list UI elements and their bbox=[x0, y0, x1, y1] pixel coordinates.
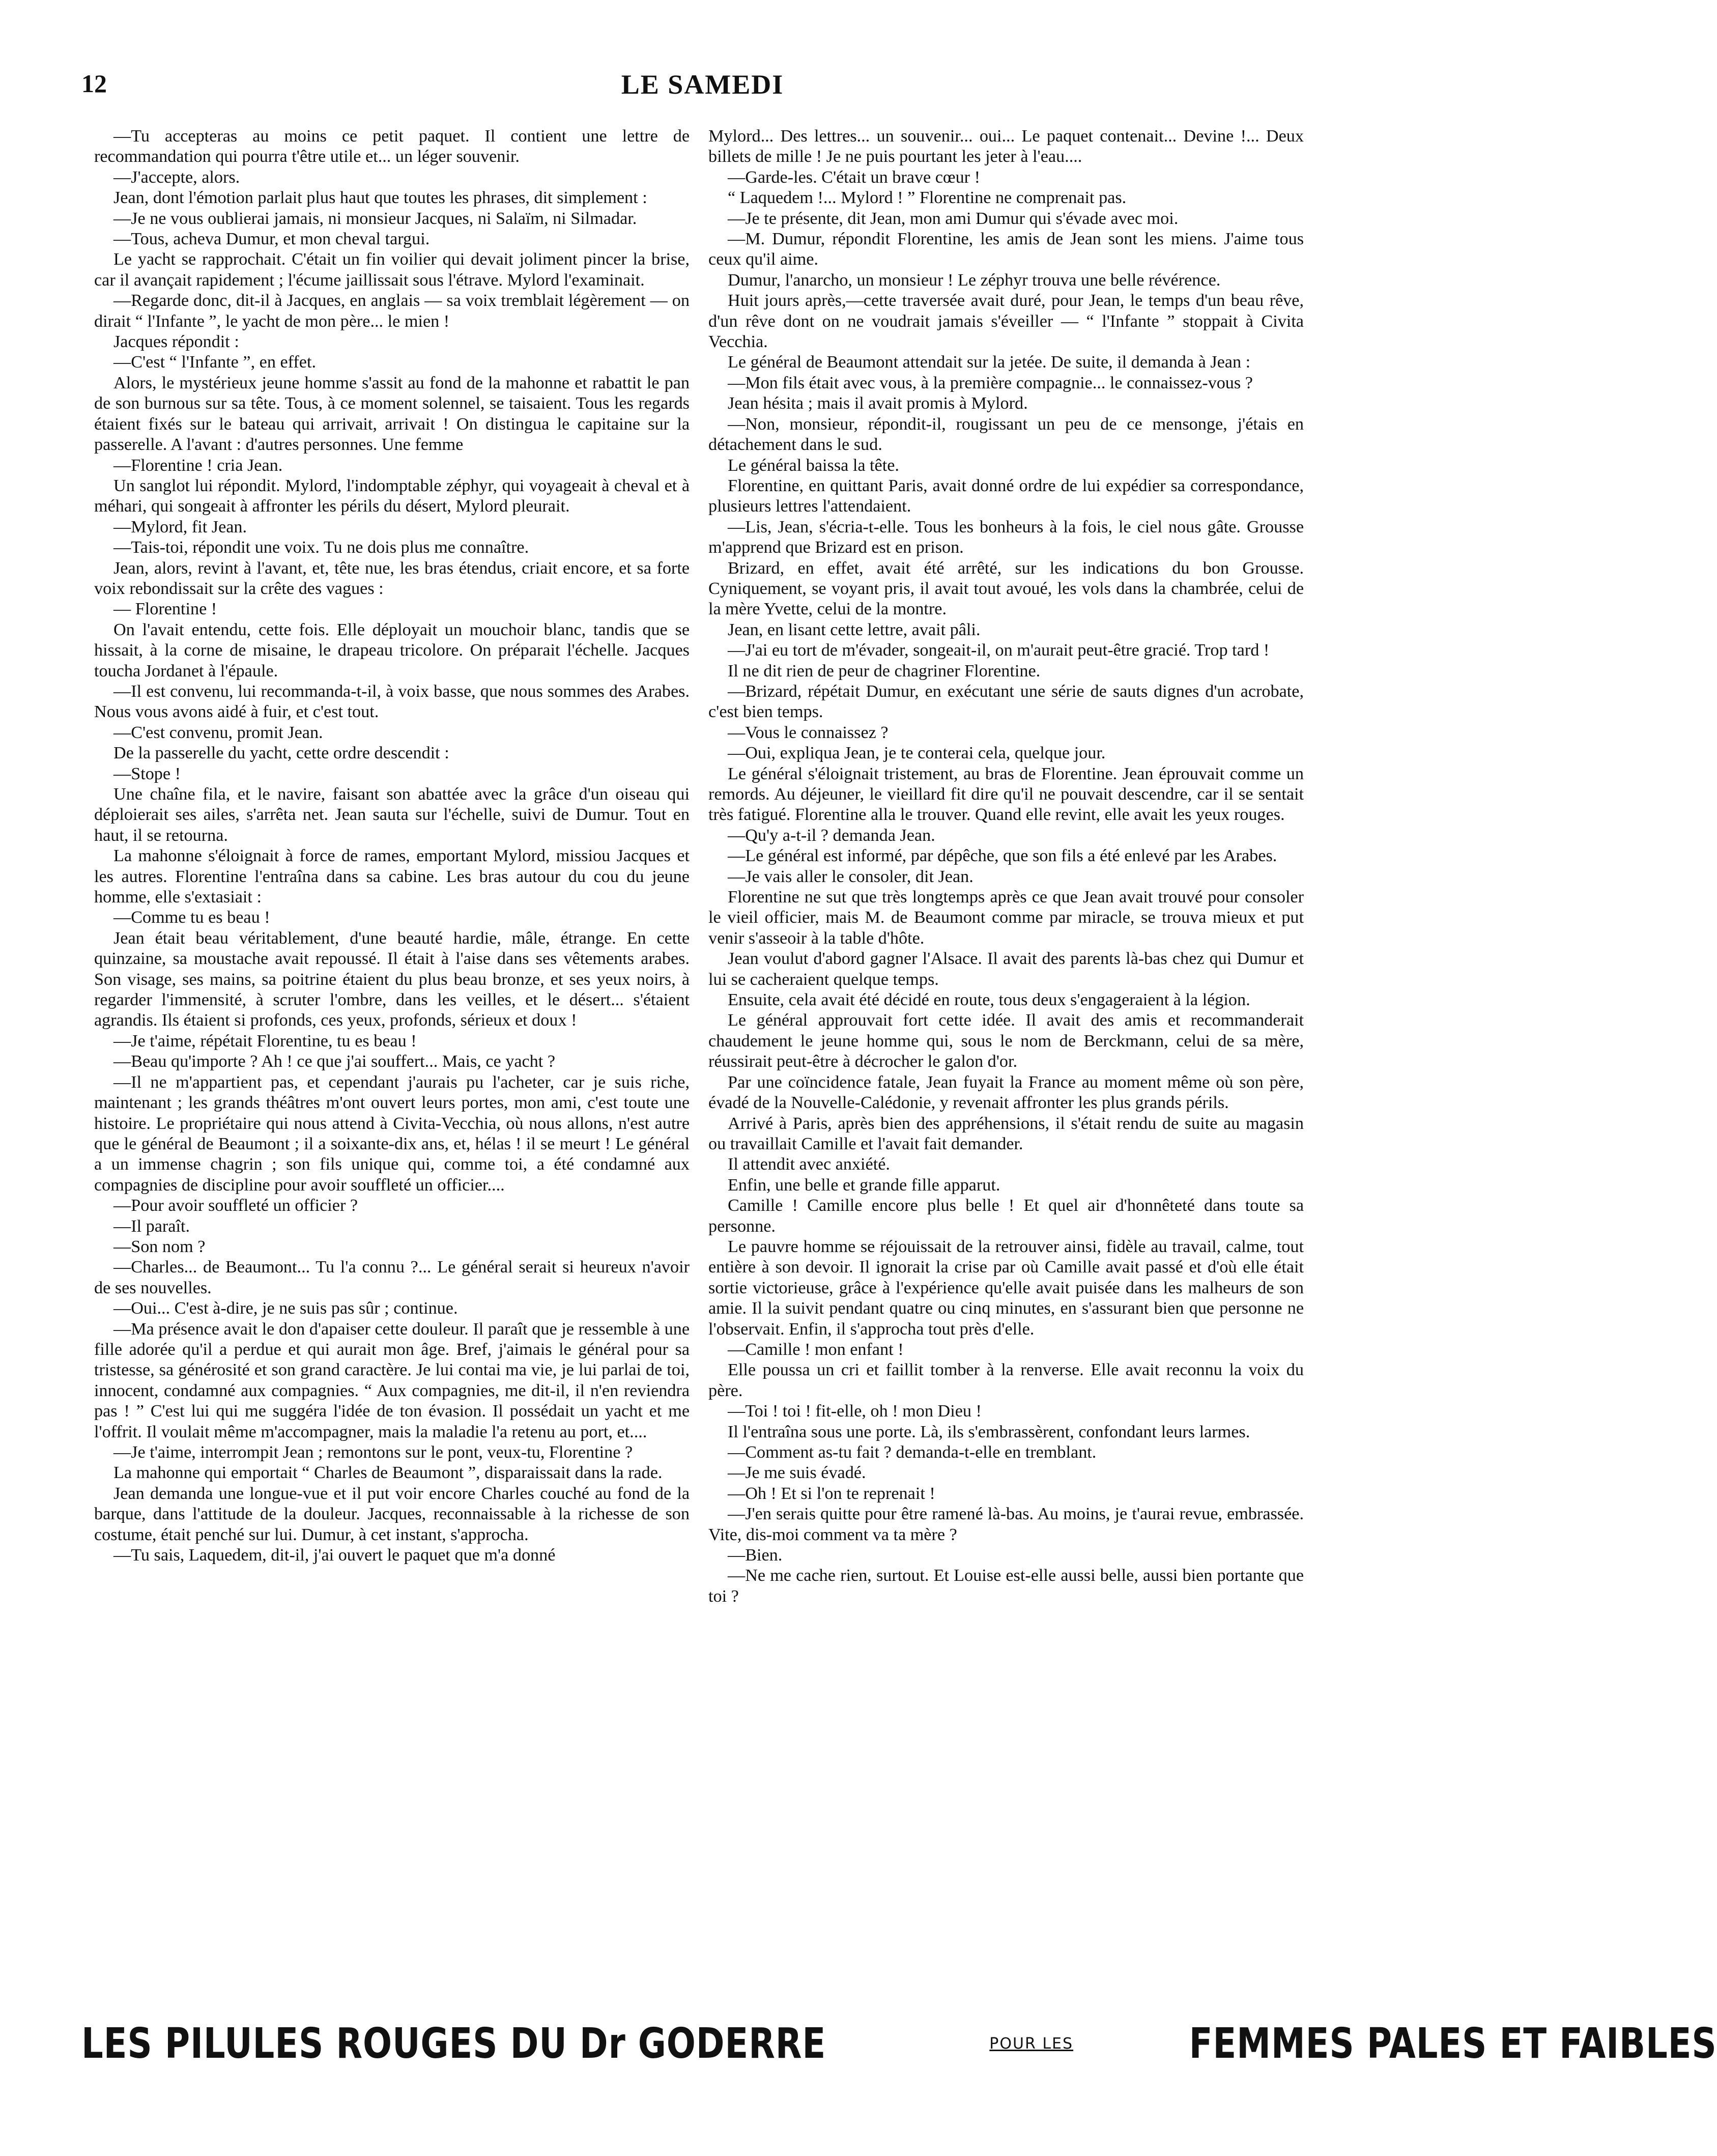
paragraph: La mahonne s'éloignait à force de rames, emportant Mylord, missiou Jacques et les autres. Florentine l'entraîna dans sa cabine. Les bras autour du cou du jeune homme, elle s'extasiait : bbox=[94, 846, 690, 907]
paragraph: Jean, en lisant cette lettre, avait pâli. bbox=[728, 620, 981, 639]
paragraph: —Qu'y a-t-il ? demanda Jean. bbox=[728, 826, 935, 845]
left-text-column bbox=[94, 126, 690, 1974]
paragraph: —Tu sais, Laquedem, dit-il, j'ai ouvert le paquet que m'a donné bbox=[113, 1546, 556, 1565]
paragraph: —Oui, expliqua Jean, je te conterai cela, quelque jour. bbox=[728, 744, 1106, 763]
paragraph: —Je t'aime, interrompit Jean ; remontons sur le pont, veux-tu, Florentine ? bbox=[113, 1443, 633, 1462]
paragraph: Jean, alors, revint à l'avant, et, tête nue, les bras étendus, criait encore, et sa forte voix rebondissait sur la crête des vagues : bbox=[94, 558, 690, 598]
paragraph: —Bien. bbox=[728, 1546, 783, 1565]
paragraph: —Beau qu'importe ? Ah ! ce que j'ai souffert... Mais, ce yacht ? bbox=[113, 1052, 555, 1071]
paragraph: —Regarde donc, dit-il à Jacques, en anglais — sa voix tremblait légèrement — on dirait “ l'Infante ”, le yacht de mon père... le mien ! bbox=[94, 291, 690, 331]
paragraph: —J'en serais quitte pour être ramené là-bas. Au moins, je t'aurai revue, embrassée. Vite, dis-moi comment va ta mère ? bbox=[708, 1505, 1304, 1544]
paragraph: —Comment as-tu fait ? demanda-t-elle en tremblant. bbox=[728, 1443, 1097, 1462]
right-text-column bbox=[708, 126, 1304, 1974]
paragraph: —Tais-toi, répondit une voix. Tu ne dois plus me connaître. bbox=[113, 538, 529, 557]
paragraph: Florentine, en quittant Paris, avait donné ordre de lui expédier sa correspondance, plusieurs lettres l'attendaient. bbox=[708, 476, 1304, 516]
paragraph: —Mon fils était avec vous, à la première compagnie... le connaissez-vous ? bbox=[728, 373, 1253, 392]
paragraph: —Ma présence avait le don d'apaiser cette douleur. Il paraît que je ressemble à une fille adorée qu'il a perdue et qui aurait mon âge. Bref, j'aimais le général pour sa tristesse, sa générosité et son grand caractère. Je lui contai ma vie, je lui parlai de toi, innocent, condamné aux compagnies. “ Aux compagnies, me dit-il, il n'en reviendra pas ! ” C'est lui qui me suggéra l'idée de ton évasion. Il possédait un yacht et me l'offrit. Il voulait même m'accompagner, mais la maladie l'a retenu au port, et.... bbox=[94, 1319, 690, 1441]
paragraph: —Tu accepteras au moins ce petit paquet. Il contient une lettre de recommandation qui pourra t'être utile et... un léger souvenir. bbox=[94, 127, 690, 166]
ad-connector: POUR LES bbox=[989, 2034, 1074, 2053]
paragraph: —M. Dumur, répondit Florentine, les amis de Jean sont les miens. J'aime tous ceux qu'il aime. bbox=[708, 230, 1304, 269]
paragraph: —Vous le connaissez ? bbox=[728, 723, 889, 742]
paragraph: —Je vais aller le consoler, dit Jean. bbox=[728, 867, 974, 886]
paragraph: —Il est convenu, lui recommanda-t-il, à voix basse, que nous sommes des Arabes. Nous vous avons aidé à fuir, et c'est tout. bbox=[94, 682, 690, 722]
journal-title: LE SAMEDI bbox=[621, 69, 784, 100]
paragraph: —Mylord, fit Jean. bbox=[113, 517, 247, 536]
paragraph: —Oui... C'est à-dire, je ne suis pas sûr ; continue. bbox=[113, 1299, 458, 1318]
paragraph: Un sanglot lui répondit. Mylord, l'indomptable zéphyr, qui voyageait à cheval et à méhari, qui songeait à affronter les périls du désert, Mylord pleurait. bbox=[94, 476, 690, 516]
paragraph: Le général s'éloignait tristement, au bras de Florentine. Jean éprouvait comme un remords. Au déjeuner, le vieillard fit dire qu'il ne pouvait descendre, car il se sentait très fatigué. Florentine alla le trouver. Quand elle revint, elle avait les yeux rouges. bbox=[708, 764, 1304, 825]
paragraph: Brizard, en effet, avait été arrêté, sur les indications du bon Grousse. Cyniquement, se voyant pris, il avait tout avoué, les vols dans la chambrée, celui de la mère Yvette, celui de la montre. bbox=[708, 558, 1304, 619]
paragraph: —Tous, acheva Dumur, et mon cheval targui. bbox=[113, 230, 430, 249]
paragraph: —Comme tu es beau ! bbox=[113, 908, 270, 927]
paragraph: Il l'entraîna sous une porte. Là, ils s'embrassèrent, confondant leurs larmes. bbox=[728, 1422, 1250, 1441]
paragraph: —Lis, Jean, s'écria-t-elle. Tous les bonheurs à la fois, le ciel nous gâte. Grousse m'apprend que Brizard est en prison. bbox=[708, 517, 1304, 557]
paragraph: Le général de Beaumont attendait sur la jetée. De suite, il demanda à Jean : bbox=[728, 353, 1251, 372]
paragraph: —Stope ! bbox=[113, 764, 181, 783]
paragraph: —Je te présente, dit Jean, mon ami Dumur qui s'évade avec moi. bbox=[728, 209, 1179, 228]
paragraph: Il ne dit rien de peur de chagriner Florentine. bbox=[728, 661, 1041, 680]
paragraph: Alors, le mystérieux jeune homme s'assit au fond de la mahonne et rabattit le pan de son burnous sur sa tête. Tous, à ce moment solennel, se taisaient. Tous les regards étaient fixés sur le bateau qui arrivait, arrivait ! On distingua le capitaine sur la passerelle. A l'avant : d'autres personnes. Une femme bbox=[94, 373, 690, 455]
paragraph: Jean, dont l'émotion parlait plus haut que toutes les phrases, dit simplement : bbox=[113, 188, 647, 208]
paragraph: —Oh ! Et si l'on te reprenait ! bbox=[728, 1484, 935, 1503]
paragraph: Le yacht se rapprochait. C'était un fin voilier qui devait joliment pincer la brise, car il avançait rapidement ; l'écume jaillissait sous l'étrave. Mylord l'examinait. bbox=[94, 250, 690, 290]
paragraph: —Il ne m'appartient pas, et cependant j'aurais pu l'acheter, car je suis riche, maintenant ; les grands théâtres m'ont ouvert leurs portes, mon ami, c'est toute une histoire. Le propriétaire qui nous attend à Civita-Vecchia, où nous allons, n'est autre que le général de Beaumont ; il a soixante-dix ans, et, hélas ! il se meurt ! Le général a un immense chagrin ; son fils unique qui, comme toi, a été condamné aux compagnies de discipline pour avoir souffleté un officier.... bbox=[94, 1072, 690, 1195]
ad-target-audience: FEMMES PALES ET FAIBLES bbox=[1189, 2019, 1717, 2068]
paragraph: —J'accepte, alors. bbox=[113, 167, 240, 187]
paragraph: —Il paraît. bbox=[113, 1216, 190, 1236]
paragraph: Jean voulut d'abord gagner l'Alsace. Il avait des parents là-bas chez qui Dumur et lui se cacheraient quelque temps. bbox=[708, 949, 1304, 989]
paragraph: “ Laquedem !... Mylord ! ” Florentine ne comprenait pas. bbox=[728, 188, 1127, 208]
paragraph: Florentine ne sut que très longtemps après ce que Jean avait trouvé pour consoler le vieil officier, mais M. de Beaumont comme par miracle, se trouva mieux et put venir s'asseoir à la table d'hôte. bbox=[708, 888, 1304, 948]
paragraph: —Camille ! mon enfant ! bbox=[728, 1340, 904, 1359]
paragraph: —Pour avoir souffleté un officier ? bbox=[113, 1196, 358, 1215]
paragraph: Par une coïncidence fatale, Jean fuyait la France au moment même où son père, évadé de la Nouvelle-Calédonie, y revenait affronter les plus grands périls. bbox=[708, 1072, 1304, 1113]
paragraph: —Non, monsieur, répondit-il, rougissant un peu de ce mensonge, j'étais en détachement dans le sud. bbox=[708, 414, 1304, 455]
paragraph: Camille ! Camille encore plus belle ! Et quel air d'honnêteté dans toute sa personne. bbox=[708, 1196, 1304, 1236]
paragraph: Il attendit avec anxiété. bbox=[728, 1155, 890, 1174]
paragraph: —J'ai eu tort de m'évader, songeait-il, on m'aurait peut-être gracié. Trop tard ! bbox=[728, 641, 1270, 660]
paragraph: Huit jours après,—cette traversée avait duré, pour Jean, le temps d'un beau rêve, d'un rêve dont on ne voudrait jamais s'éveiller — “ l'Infante ” stoppait à Civita Vecchia. bbox=[708, 291, 1304, 352]
paragraph: —Le général est informé, par dépêche, que son fils a été enlevé par les Arabes. bbox=[728, 846, 1277, 866]
page-number: 12 bbox=[81, 69, 107, 98]
page-header bbox=[81, 69, 1324, 109]
paragraph: Mylord... Des lettres... un souvenir... oui... Le paquet contenait... Devine !... Deux billets de mille ! Je ne puis pourtant les jeter à l'eau.... bbox=[708, 127, 1304, 166]
paragraph: —C'est “ l'Infante ”, en effet. bbox=[113, 353, 317, 372]
paragraph: — Florentine ! bbox=[113, 600, 217, 619]
ad-pills-title: LES PILULES ROUGES DU Dr GODERRE bbox=[81, 2019, 826, 2068]
paragraph: Une chaîne fila, et le navire, faisant son abattée avec la grâce d'un oiseau qui déploierait ses ailes, s'arrêta net. Jean sauta sur l'échelle, suivi de Dumur. Tout en haut, il se retourna. bbox=[94, 785, 690, 845]
paragraph: Arrivé à Paris, après bien des appréhensions, il s'était rendu de suite au magasin ou travaillait Camille et l'avait fait demander. bbox=[708, 1114, 1304, 1153]
paragraph: De la passerelle du yacht, cette ordre descendit : bbox=[113, 744, 449, 763]
paragraph: Dumur, l'anarcho, un monsieur ! Le zéphyr trouva une belle révérence. bbox=[728, 270, 1221, 290]
paragraph: Le général approuvait fort cette idée. Il avait des amis et recommanderait chaudement le jeune homme qui, sous le nom de Berckmann, celui de sa mère, réussirait peut-être à décrocher le galon d'or. bbox=[708, 1011, 1304, 1071]
paragraph: Jacques répondit : bbox=[113, 332, 239, 352]
paragraph: —Je ne vous oublierai jamais, ni monsieur Jacques, ni Salaïm, ni Silmadar. bbox=[113, 209, 637, 228]
paragraph: On l'avait entendu, cette fois. Elle déployait un mouchoir blanc, tandis que se hissait, à la corne de misaine, le drapeau tricolore. On préparait l'échelle. Jacques toucha Jordanet à l'épaule. bbox=[94, 620, 690, 680]
paragraph: Jean hésita ; mais il avait promis à Mylord. bbox=[728, 394, 1028, 413]
paragraph: —Ne me cache rien, surtout. Et Louise est-elle aussi belle, aussi bien portante que toi ? bbox=[708, 1566, 1304, 1606]
paragraph: Jean était beau véritablement, d'une beauté hardie, mâle, étrange. En cette quinzaine, sa moustache avait repoussé. Il était à l'aise dans ses vêtements arabes. Son visage, ses mains, sa poitrine étaient du plus beau bronze, et ses yeux noirs, à regarder l'immensité, à scruter l'ombre, dans les veilles, et le désert... s'étaient agrandis. Ils étaient si profonds, ces yeux, profonds, sérieux et doux ! bbox=[94, 928, 690, 1030]
paragraph: —Toi ! toi ! fit-elle, oh ! mon Dieu ! bbox=[728, 1402, 982, 1421]
footer-advertisement bbox=[81, 2010, 1717, 2077]
paragraph: Le pauvre homme se réjouissait de la retrouver ainsi, fidèle au travail, calme, tout entière à son devoir. Il ignorait la crise par où Camille avait passé et d'où elle était sortie victorieuse, grâce à l'expérience qu'elle avait puisée dans les malheurs de son amie. Il la suivit pendant quatre ou cinq minutes, en s'assurant bien que personne ne l'observait. Enfin, il s'approcha tout près d'elle. bbox=[708, 1237, 1304, 1339]
paragraph: Elle poussa un cri et faillit tomber à la renverse. Elle avait reconnu la voix du père. bbox=[708, 1360, 1304, 1400]
paragraph: La mahonne qui emportait “ Charles de Beaumont ”, disparaissait dans la rade. bbox=[113, 1463, 663, 1483]
paragraph: Jean demanda une longue-vue et il put voir encore Charles couché au fond de la barque, dans l'attitude de la douleur. Jacques, reconnaissable à la richesse de son costume, était penché sur lui. Dumur, à cet instant, s'approcha. bbox=[94, 1484, 690, 1544]
paragraph: —Je t'aime, répétait Florentine, tu es beau ! bbox=[113, 1031, 417, 1051]
paragraph: —Son nom ? bbox=[113, 1237, 206, 1256]
paragraph: —Garde-les. C'était un brave cœur ! bbox=[728, 167, 980, 187]
paragraph: —Brizard, répétait Dumur, en exécutant une série de sauts dignes d'un acrobate, c'est bien temps. bbox=[708, 682, 1304, 722]
paragraph: —C'est convenu, promit Jean. bbox=[113, 723, 323, 742]
paragraph: —Florentine ! cria Jean. bbox=[113, 456, 283, 475]
paragraph: —Charles... de Beaumont... Tu l'a connu ?... Le général serait si heureux n'avoir de ses nouvelles. bbox=[94, 1258, 690, 1297]
paragraph: Ensuite, cela avait été décidé en route, tous deux s'engageraient à la légion. bbox=[728, 990, 1250, 1010]
paragraph: Le général baissa la tête. bbox=[728, 456, 899, 475]
paragraph: —Je me suis évadé. bbox=[728, 1463, 866, 1483]
paragraph: Enfin, une belle et grande fille apparut. bbox=[728, 1175, 1000, 1195]
